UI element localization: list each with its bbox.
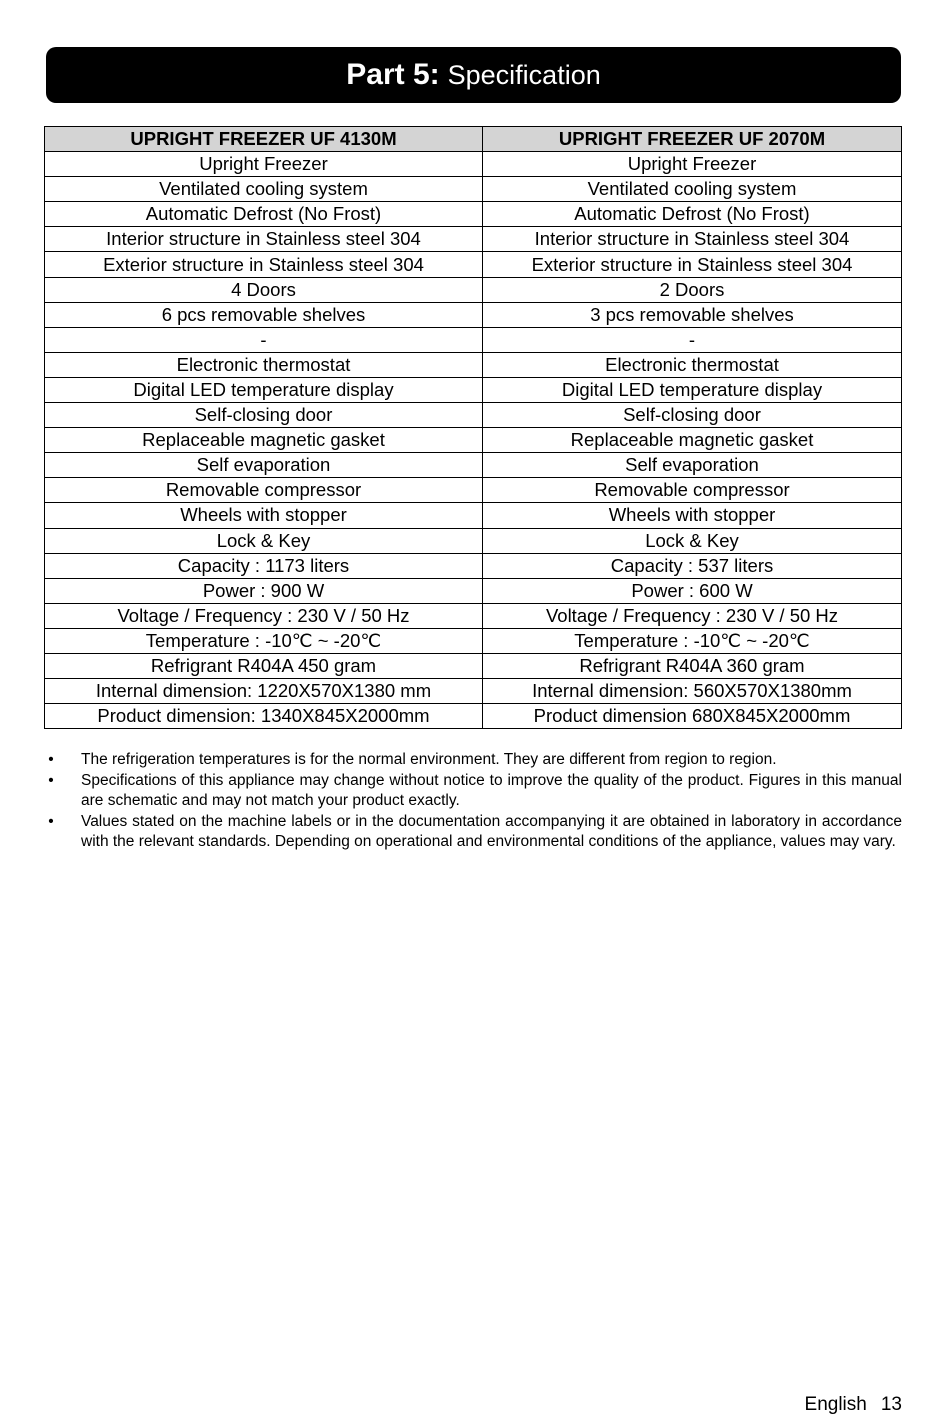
cell-uf2070m: Internal dimension: 560X570X1380mm xyxy=(483,679,902,704)
section-part-number: Part 5: xyxy=(346,58,440,91)
cell-uf2070m: Capacity : 537 liters xyxy=(483,553,902,578)
cell-uf4130m: Product dimension: 1340X845X2000mm xyxy=(45,704,483,729)
cell-uf4130m: Refrigrant R404A 450 gram xyxy=(45,653,483,678)
cell-uf4130m: Ventilated cooling system xyxy=(45,177,483,202)
table-row xyxy=(45,177,902,202)
cell-uf2070m: Upright Freezer xyxy=(483,152,902,177)
cell-uf2070m: Electronic thermostat xyxy=(483,352,902,377)
note-text: Values stated on the machine labels or in the documentation accompanying it are obtained in laboratory in accordance with the relevant standards. Depending on operational and environmental conditions of the appliance, values may vary. xyxy=(81,813,902,850)
table-row xyxy=(45,202,902,227)
table-row xyxy=(45,578,902,603)
cell-uf2070m: Refrigrant R404A 360 gram xyxy=(483,653,902,678)
cell-uf2070m: Self-closing door xyxy=(483,403,902,428)
table-row xyxy=(45,302,902,327)
list-item xyxy=(44,812,902,852)
table-row xyxy=(45,679,902,704)
specification-table xyxy=(44,126,902,729)
table-header-row xyxy=(45,127,902,152)
cell-uf4130m: Self-closing door xyxy=(45,403,483,428)
cell-uf4130m: Wheels with stopper xyxy=(45,503,483,528)
table-row xyxy=(45,252,902,277)
table-row xyxy=(45,152,902,177)
cell-uf2070m: Voltage / Frequency : 230 V / 50 Hz xyxy=(483,603,902,628)
table-row xyxy=(45,377,902,402)
column-header-uf2070m: UPRIGHT FREEZER UF 2070M xyxy=(483,127,902,152)
page-number: 13 xyxy=(880,1394,902,1415)
table-row xyxy=(45,503,902,528)
cell-uf4130m: Power : 900 W xyxy=(45,578,483,603)
notes-list xyxy=(44,750,902,853)
bullet-icon: • xyxy=(48,751,54,768)
table-row xyxy=(45,403,902,428)
cell-uf4130m: Removable compressor xyxy=(45,478,483,503)
cell-uf4130m: Interior structure in Stainless steel 304 xyxy=(45,227,483,252)
list-item xyxy=(44,750,902,770)
table-row xyxy=(45,453,902,478)
cell-uf2070m: Exterior structure in Stainless steel 304 xyxy=(483,252,902,277)
cell-uf2070m: Automatic Defrost (No Frost) xyxy=(483,202,902,227)
table-row xyxy=(45,704,902,729)
cell-uf2070m: Product dimension 680X845X2000mm xyxy=(483,704,902,729)
section-title: Specification xyxy=(447,59,601,90)
table-row xyxy=(45,352,902,377)
cell-uf4130m: Replaceable magnetic gasket xyxy=(45,428,483,453)
cell-uf4130m: Internal dimension: 1220X570X1380 mm xyxy=(45,679,483,704)
table-row xyxy=(45,528,902,553)
cell-uf4130m: Digital LED temperature display xyxy=(45,377,483,402)
cell-uf2070m: Interior structure in Stainless steel 304 xyxy=(483,227,902,252)
cell-uf4130m: Capacity : 1173 liters xyxy=(45,553,483,578)
table-row xyxy=(45,553,902,578)
table-row xyxy=(45,428,902,453)
table-row xyxy=(45,327,902,352)
cell-uf2070m: Removable compressor xyxy=(483,478,902,503)
table-row xyxy=(45,227,902,252)
cell-uf2070m: Power : 600 W xyxy=(483,578,902,603)
list-item xyxy=(44,771,902,811)
cell-uf4130m: 6 pcs removable shelves xyxy=(45,302,483,327)
cell-uf4130m: Upright Freezer xyxy=(45,152,483,177)
bullet-icon: • xyxy=(48,813,54,830)
cell-uf2070m: Lock & Key xyxy=(483,528,902,553)
cell-uf2070m: Temperature : -10℃ ~ -20℃ xyxy=(483,628,902,653)
cell-uf4130m: Exterior structure in Stainless steel 304 xyxy=(45,252,483,277)
table-row xyxy=(45,653,902,678)
cell-uf2070m: Self evaporation xyxy=(483,453,902,478)
cell-uf4130m: Automatic Defrost (No Frost) xyxy=(45,202,483,227)
page-footer xyxy=(805,1393,902,1417)
table-body xyxy=(45,152,902,729)
cell-uf4130m: Electronic thermostat xyxy=(45,352,483,377)
cell-uf2070m: - xyxy=(483,327,902,352)
table-row xyxy=(45,277,902,302)
cell-uf4130m: - xyxy=(45,327,483,352)
cell-uf2070m: Ventilated cooling system xyxy=(483,177,902,202)
cell-uf4130m: Self evaporation xyxy=(45,453,483,478)
note-text: Specifications of this appliance may change without notice to improve the quality of the product. Figures in this manual are schematic and may not match your product exactly. xyxy=(81,772,902,809)
table-row xyxy=(45,603,902,628)
column-header-uf4130m: UPRIGHT FREEZER UF 4130M xyxy=(45,127,483,152)
cell-uf2070m: 3 pcs removable shelves xyxy=(483,302,902,327)
section-title-bar xyxy=(46,47,901,103)
cell-uf4130m: Voltage / Frequency : 230 V / 50 Hz xyxy=(45,603,483,628)
cell-uf4130m: Temperature : -10℃ ~ -20℃ xyxy=(45,628,483,653)
cell-uf2070m: Replaceable magnetic gasket xyxy=(483,428,902,453)
cell-uf2070m: 2 Doors xyxy=(483,277,902,302)
cell-uf4130m: Lock & Key xyxy=(45,528,483,553)
note-text: The refrigeration temperatures is for the normal environment. They are different from region to region. xyxy=(81,751,777,768)
bullet-icon: • xyxy=(48,772,54,789)
table-row xyxy=(45,478,902,503)
table-row xyxy=(45,628,902,653)
footer-language: English xyxy=(804,1394,867,1415)
cell-uf2070m: Digital LED temperature display xyxy=(483,377,902,402)
cell-uf4130m: 4 Doors xyxy=(45,277,483,302)
cell-uf2070m: Wheels with stopper xyxy=(483,503,902,528)
